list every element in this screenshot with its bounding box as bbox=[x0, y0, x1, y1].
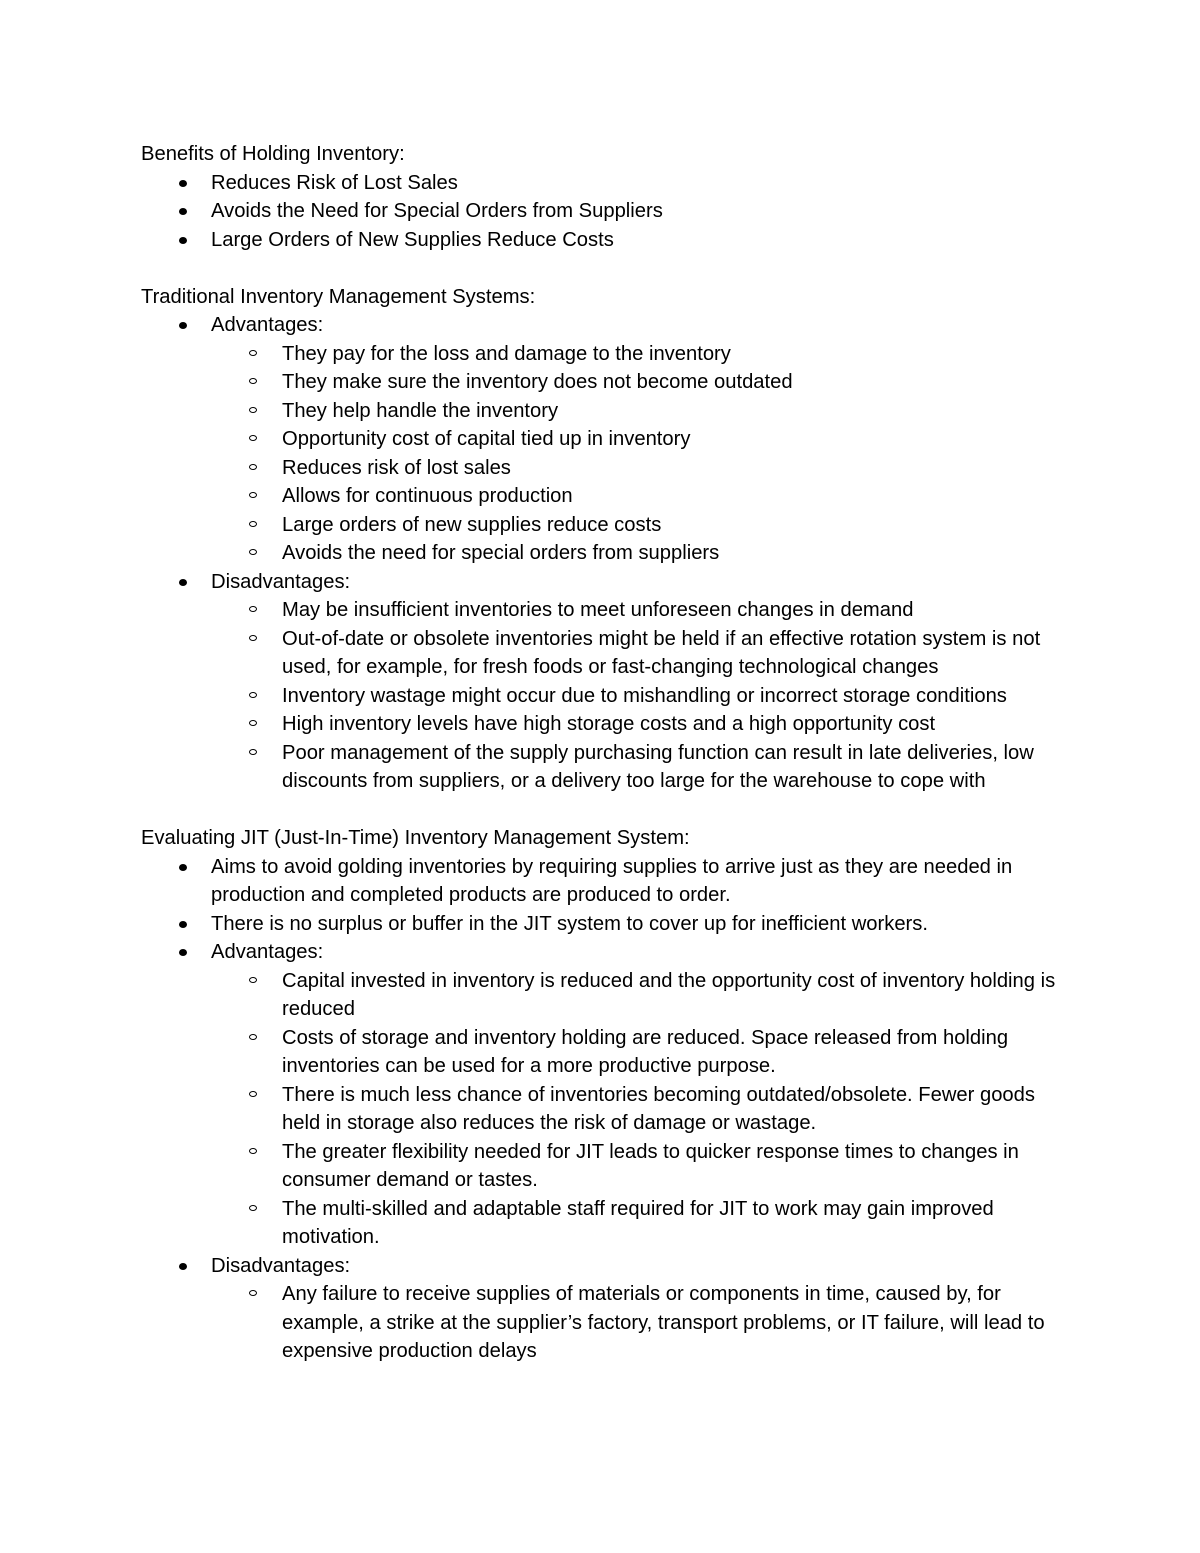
list-item bbox=[141, 568, 1071, 796]
list-item-text: Disadvantages: bbox=[211, 1254, 351, 1277]
document-body bbox=[141, 140, 1071, 1366]
list-item-text: There is no surplus or buffer in the JIT system to cover up for inefficient workers. bbox=[211, 912, 928, 935]
paragraph-spacer bbox=[141, 796, 1071, 825]
sub-list-item: Inventory wastage might occur due to mishandling or incorrect storage conditions bbox=[211, 682, 1071, 711]
list-item bbox=[141, 1252, 1071, 1366]
list-item-text: Reduces Risk of Lost Sales bbox=[211, 171, 458, 194]
list-item bbox=[141, 197, 1071, 226]
sub-list-item: May be insufficient inventories to meet unforeseen changes in demand bbox=[211, 596, 1071, 625]
sub-bullet-list bbox=[211, 596, 1071, 796]
sub-list-item: Opportunity cost of capital tied up in inventory bbox=[211, 425, 1071, 454]
sub-list-item: Costs of storage and inventory holding are reduced. Space released from holding inventories can be used for a more productive purpose. bbox=[211, 1024, 1071, 1081]
sub-list-item: Poor management of the supply purchasing function can result in late deliveries, low discounts from suppliers, or a delivery too large for the warehouse to cope with bbox=[211, 739, 1071, 796]
sub-list-item: Capital invested in inventory is reduced and the opportunity cost of inventory holding is reduced bbox=[211, 967, 1071, 1024]
list-item-text: Advantages: bbox=[211, 941, 324, 963]
sub-list-item: They pay for the loss and damage to the inventory bbox=[211, 340, 1071, 369]
list-item-text: Aims to avoid golding inventories by requiring supplies to arrive just as they are needed in production and completed products are produced to order. bbox=[211, 855, 1013, 906]
sub-bullet-list bbox=[211, 1280, 1071, 1366]
list-item-text: Disadvantages: bbox=[211, 570, 351, 593]
paragraph-spacer bbox=[141, 254, 1071, 283]
bullet-list bbox=[141, 853, 1071, 1366]
list-item bbox=[141, 311, 1071, 568]
sub-list-item: Large orders of new supplies reduce costs bbox=[211, 511, 1071, 540]
list-item bbox=[141, 169, 1071, 198]
list-item bbox=[141, 853, 1071, 910]
sub-list-item: Avoids the need for special orders from suppliers bbox=[211, 539, 1071, 568]
sub-bullet-list bbox=[211, 340, 1071, 568]
sub-list-item: Any failure to receive supplies of materials or components in time, caused by, for example, a strike at the supplier’s factory, transport problems, or IT failure, will lead to expensive production delays bbox=[211, 1280, 1071, 1366]
sub-list-item: They make sure the inventory does not become outdated bbox=[211, 368, 1071, 397]
list-item bbox=[141, 910, 1071, 939]
sub-list-item: Out-of-date or obsolete inventories might be held if an effective rotation system is not used, for example, for fresh foods or fast-changing technological changes bbox=[211, 625, 1071, 682]
sub-bullet-list bbox=[211, 967, 1071, 1252]
section-heading: Evaluating JIT (Just-In-Time) Inventory Management System: bbox=[141, 827, 690, 849]
section-heading: Traditional Inventory Management Systems: bbox=[141, 285, 536, 308]
sub-list-item: High inventory levels have high storage costs and a high opportunity cost bbox=[211, 710, 1071, 739]
sub-list-item: Allows for continuous production bbox=[211, 482, 1071, 511]
sub-list-item: They help handle the inventory bbox=[211, 397, 1071, 426]
section-heading: Benefits of Holding Inventory: bbox=[141, 143, 405, 165]
bullet-list bbox=[141, 169, 1071, 255]
list-item-text: Advantages: bbox=[211, 314, 324, 336]
list-item bbox=[141, 938, 1071, 1252]
sub-list-item: The greater flexibility needed for JIT leads to quicker response times to changes in consumer demand or tastes. bbox=[211, 1138, 1071, 1195]
list-item-text: Large Orders of New Supplies Reduce Costs bbox=[211, 228, 614, 251]
sub-list-item: Reduces risk of lost sales bbox=[211, 454, 1071, 483]
bullet-list bbox=[141, 311, 1071, 796]
list-item-text: Avoids the Need for Special Orders from Suppliers bbox=[211, 200, 663, 222]
sub-list-item: There is much less chance of inventories becoming outdated/obsolete. Fewer goods held in storage also reduces the risk of damage or wastage. bbox=[211, 1081, 1071, 1138]
list-item bbox=[141, 226, 1071, 255]
sub-list-item: The multi-skilled and adaptable staff required for JIT to work may gain improved motivation. bbox=[211, 1195, 1071, 1252]
